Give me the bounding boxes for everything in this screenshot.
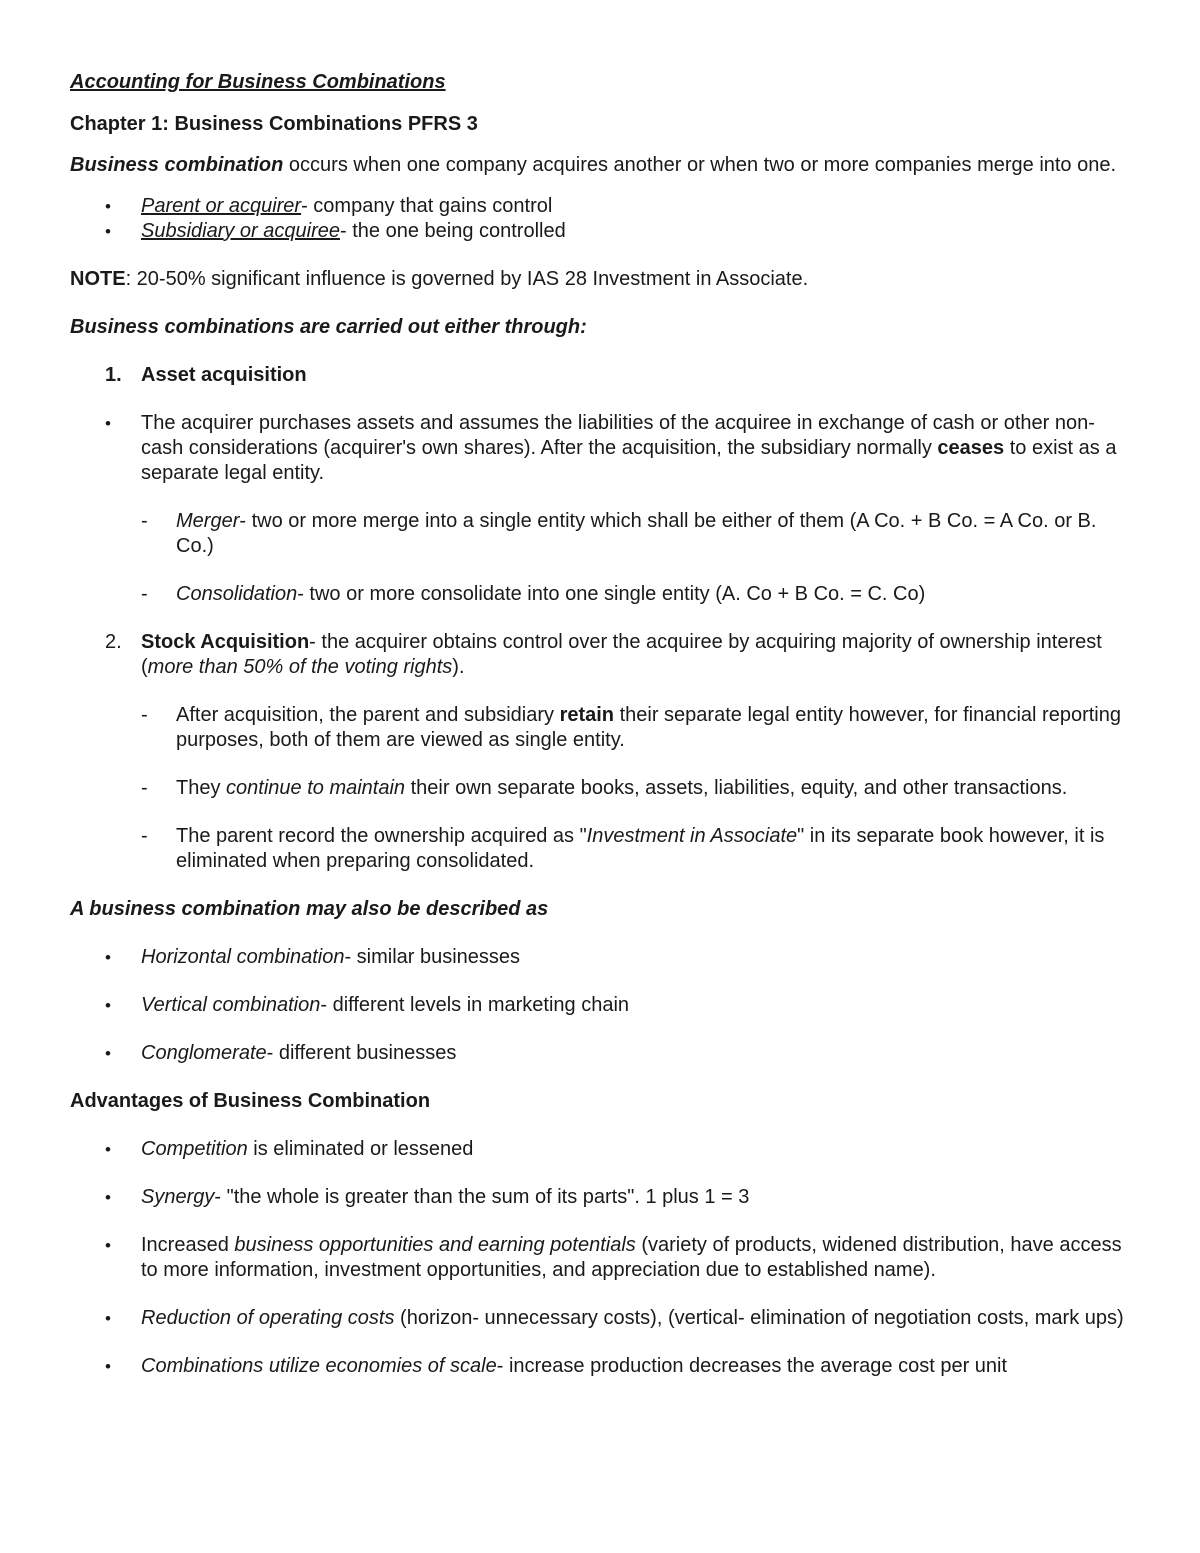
list-item: • Horizontal combination- similar businesses: [105, 946, 521, 968]
definition-paragraph: [70, 153, 1135, 178]
carried-heading: Business combinations are carried out either through:: [70, 316, 587, 338]
definition-term: Business combination: [70, 154, 284, 176]
dash-item: - The parent record the ownership acquired as "Investment in Associate" in its separate book however, it is eliminated when preparing consolidated.: [141, 825, 1105, 872]
note-paragraph: NOTE: 20-50% significant influence is governed by IAS 28 Investment in Associate.: [70, 268, 809, 290]
dash-icon: -: [141, 510, 148, 532]
bullet-icon: •: [105, 1188, 111, 1207]
dash-item: - Merger- two or more merge into a single entity which shall be either of them (A Co. + B Co. = A Co. or B. Co.): [141, 510, 1097, 557]
list-item: • Combinations utilize economies of scale- increase production decreases the average cost per unit: [105, 1355, 1008, 1377]
list-item: • Reduction of operating costs (horizon- unnecessary costs), (vertical- elimination of negotiation costs, mark ups): [105, 1307, 1124, 1329]
list-item: • Vertical combination- different levels in marketing chain: [105, 994, 630, 1016]
document-page: [70, 70, 1135, 1379]
advantages-heading: Advantages of Business Combination: [70, 1090, 431, 1112]
document-title: Accounting for Business Combinations: [70, 71, 446, 93]
bullet-icon: •: [105, 1236, 111, 1255]
dash-icon: -: [141, 825, 148, 847]
dash-item: - They continue to maintain their own separate books, assets, liabilities, equity, and other transactions.: [141, 777, 1068, 799]
bullet-icon: •: [105, 1357, 111, 1376]
list-item: • Increased business opportunities and earning potentials (variety of products, widened distribution, have access to more information, investment opportunities, and appreciation due to established name).: [105, 1234, 1122, 1281]
list-item: • Subsidiary or acquiree- the one being controlled: [105, 220, 566, 242]
asset-acquisition-heading: Asset acquisition: [141, 364, 307, 386]
bullet-icon: •: [105, 948, 111, 967]
bullet-icon: •: [105, 1309, 111, 1328]
dash-icon: -: [141, 704, 148, 726]
dash-item: - Consolidation- two or more consolidate into one single entity (A. Co + B Co. = C. Co): [141, 583, 926, 605]
list-item: • The acquirer purchases assets and assumes the liabilities of the acquiree in exchange of cash or other non-cash considerations (acquirer's own shares). After the acquisition, the subsidiary normally ceases to exist as a separate legal entity.: [105, 412, 1117, 484]
list-item: • Parent or acquirer- company that gains control: [105, 195, 553, 217]
bullet-icon: •: [105, 1044, 111, 1063]
bullet-icon: •: [105, 222, 111, 241]
definition-text: occurs when one company acquires another or when two or more companies merge into one.: [283, 154, 1117, 176]
stock-acquisition-heading: Stock Acquisition: [141, 631, 310, 653]
described-heading: A business combination may also be described as: [70, 898, 549, 920]
list-item: • Conglomerate- different businesses: [105, 1042, 457, 1064]
bullet-icon: •: [105, 1140, 111, 1159]
dash-icon: -: [141, 777, 148, 799]
list-item: • Competition is eliminated or lessened: [105, 1138, 474, 1160]
bullet-icon: •: [105, 414, 111, 433]
dash-icon: -: [141, 583, 148, 605]
list-item: • Synergy- "the whole is greater than the sum of its parts". 1 plus 1 = 3: [105, 1186, 750, 1208]
bullet-icon: •: [105, 197, 111, 216]
numbered-heading: 1. Asset acquisition: [105, 364, 307, 386]
dash-item: - After acquisition, the parent and subsidiary retain their separate legal entity however, for financial reporting purposes, both of them are viewed as single entity.: [141, 704, 1121, 751]
bullet-icon: •: [105, 996, 111, 1015]
note-label: NOTE: [70, 268, 126, 290]
chapter-heading: Chapter 1: Business Combinations PFRS 3: [70, 113, 478, 135]
numbered-item: 2. Stock Acquisition- the acquirer obtains control over the acquiree by acquiring majority of ownership interest (more than 50% of the voting rights).: [105, 631, 1102, 678]
